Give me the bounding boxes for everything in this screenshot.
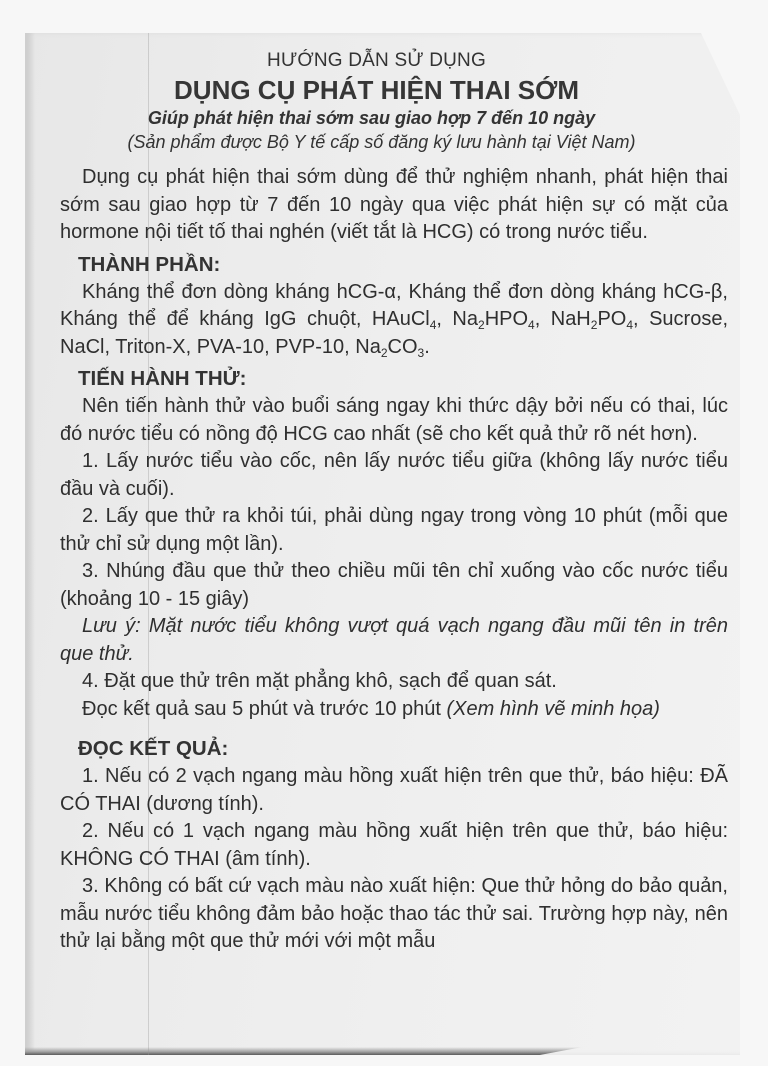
procedure-intro: Nên tiến hành thử vào buổi sáng ngay khi thức dậy bởi nếu có thai, lúc đó nước tiểu có nồng độ HCG cao nhất (sẽ cho kết quả thử rõ nét hơn). [60,395,728,445]
subscript: 4 [429,318,437,332]
illustration-reference: (Xem hình vẽ minh họa) [446,697,660,720]
read-time-instruction [60,696,728,724]
procedure-step-4: 4. Đặt que thử trên mặt phẳng khô, sạch để quan sát. [82,670,557,692]
result-item-negative: 2. Nếu có 1 vạch ngang màu hồng xuất hiện trên que thử, báo hiệu: KHÔNG CÓ THAI (âm tính). [60,820,728,870]
instruction-leaflet [60,48,728,956]
read-time-text: Đọc kết quả sau 5 phút và trước 10 phút [82,697,447,720]
composition-text: . [424,335,430,358]
composition-text: CO [387,335,418,358]
subscript: 2 [590,318,598,332]
procedure-step-1: 1. Lấy nước tiểu vào cốc, nên lấy nước tiểu giữa (không lấy nước tiểu đầu và cuối). [60,450,728,500]
pre-title: HƯỚNG DẪN SỬ DỤNG [267,50,486,71]
subscript: 3 [417,345,425,360]
composition-text: , Na [436,308,478,330]
composition-text: Kháng thể đơn dòng kháng hCG-α, Kháng thể đơn dòng kháng hCG-β, Kháng thể để kháng IgG chuột, HAuCl [60,280,728,330]
composition-paragraph [60,279,728,362]
results-heading: ĐỌC KẾT QUẢ: [78,737,229,760]
composition-text: HPO [484,308,529,330]
result-item-positive: 1. Nếu có 2 vạch ngang màu hồng xuất hiện trên que thử, báo hiệu: ĐÃ CÓ THAI (dương tính). [60,765,728,815]
composition-heading: THÀNH PHẦN: [78,252,221,276]
subscript: 2 [478,318,485,332]
procedure-step-3: 3. Nhúng đầu que thử theo chiều mũi tên chỉ xuống vào cốc nước tiểu (khoảng 10 - 15 giây) [60,560,728,610]
document-title: DỤNG CỤ PHÁT HIỆN THAI SỚM [174,75,579,105]
composition-text: , Sucrose, NaCl, Triton-X, PVA-10, PVP-10, Na [60,308,728,358]
subscript: 4 [528,318,535,332]
composition-text: PO [597,308,627,330]
procedure-step-2: 2. Lấy que thử ra khỏi túi, phải dùng ngay trong vòng 10 phút (mỗi que thử chỉ sử dụng một lần). [60,505,728,555]
composition-text: , NaH [534,308,591,330]
procedure-note: Lưu ý: Mặt nước tiểu không vượt quá vạch ngang đầu mũi tên in trên que thử. [60,615,728,665]
subscript: 2 [380,345,388,360]
approval-note: (Sản phẩm được Bộ Y tế cấp số đăng ký lưu hành tại Việt Nam) [127,132,636,152]
intro-paragraph: Dụng cụ phát hiện thai sớm dùng để thử nghiệm nhanh, phát hiện thai sớm sau giao hợp từ 7 đến 10 ngày qua việc phát hiện sự có mặt của hormone nội tiết tố thai nghén (viết tắt là HCG) có trong nước tiểu. [60,166,728,243]
subscript: 4 [626,318,634,332]
procedure-heading: TIẾN HÀNH THỬ: [78,367,247,390]
result-item-invalid: 3. Không có bất cứ vạch màu nào xuất hiện: Que thử hỏng do bảo quản, mẫu nước tiểu không đảm bảo hoặc thao tác thử sai. Trường hợp này, nên thử lại bằng một que thử mới với một mẫu [60,875,728,952]
document-subtitle: Giúp phát hiện thai sớm sau giao hợp 7 đến 10 ngày [147,108,596,128]
